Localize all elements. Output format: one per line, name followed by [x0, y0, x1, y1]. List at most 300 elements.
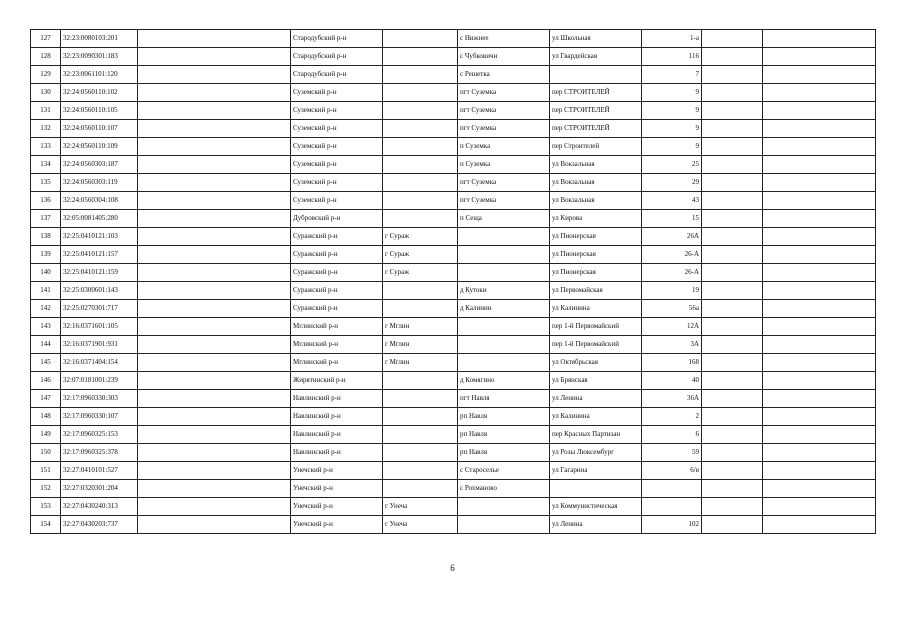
row-number-cell: 140	[31, 264, 61, 282]
blank-cell	[138, 516, 291, 534]
row-number-cell: 127	[31, 30, 61, 48]
row-number-cell: 148	[31, 408, 61, 426]
row-number-cell: 143	[31, 318, 61, 336]
settlement-cell	[458, 498, 550, 516]
house-number-cell: 6/в	[642, 462, 702, 480]
street-cell: ул Октябрьская	[550, 354, 642, 372]
house-number-cell: 102	[642, 516, 702, 534]
row-number-cell: 153	[31, 498, 61, 516]
cadastral-number-cell: 32:27:0410101:527	[61, 462, 138, 480]
extra-a-cell	[702, 48, 763, 66]
extra-a-cell	[702, 318, 763, 336]
extra-a-cell	[702, 174, 763, 192]
district-cell: Стародубский р-н	[291, 66, 383, 84]
district-cell: Дубровский р-н	[291, 210, 383, 228]
city-cell	[383, 480, 458, 498]
table-row	[31, 120, 876, 138]
extra-b-cell	[763, 390, 876, 408]
extra-b-cell	[763, 66, 876, 84]
table-body	[31, 30, 876, 534]
extra-b-cell	[763, 192, 876, 210]
extra-b-cell	[763, 174, 876, 192]
street-cell: пер СТРОИТЕЛЕЙ	[550, 120, 642, 138]
table-row	[31, 66, 876, 84]
blank-cell	[138, 372, 291, 390]
extra-b-cell	[763, 336, 876, 354]
blank-cell	[138, 246, 291, 264]
extra-a-cell	[702, 264, 763, 282]
settlement-cell: пгт Суземка	[458, 84, 550, 102]
settlement-cell: д Калинин	[458, 300, 550, 318]
extra-a-cell	[702, 390, 763, 408]
row-number-cell: 150	[31, 444, 61, 462]
blank-cell	[138, 66, 291, 84]
extra-a-cell	[702, 300, 763, 318]
district-cell: Мглинский р-н	[291, 354, 383, 372]
extra-a-cell	[702, 462, 763, 480]
district-cell: Жирятинский р-н	[291, 372, 383, 390]
extra-a-cell	[702, 336, 763, 354]
cadastral-number-cell: 32:24:0560110:105	[61, 102, 138, 120]
city-cell	[383, 156, 458, 174]
city-cell	[383, 138, 458, 156]
extra-a-cell	[702, 84, 763, 102]
extra-b-cell	[763, 318, 876, 336]
settlement-cell: пгт Суземка	[458, 102, 550, 120]
cadastral-number-cell: 32:25:0270301:717	[61, 300, 138, 318]
city-cell: г Мглин	[383, 336, 458, 354]
table-row	[31, 228, 876, 246]
cadastral-number-cell: 32:25:0410121:159	[61, 264, 138, 282]
house-number-cell: 7	[642, 66, 702, 84]
row-number-cell: 149	[31, 426, 61, 444]
table-row	[31, 300, 876, 318]
settlement-cell	[458, 246, 550, 264]
street-cell: пер СТРОИТЕЛЕЙ	[550, 102, 642, 120]
extra-b-cell	[763, 120, 876, 138]
extra-b-cell	[763, 354, 876, 372]
extra-a-cell	[702, 192, 763, 210]
table-row	[31, 318, 876, 336]
row-number-cell: 139	[31, 246, 61, 264]
blank-cell	[138, 390, 291, 408]
cadastral-number-cell: 32:24:0560110:107	[61, 120, 138, 138]
city-cell	[383, 426, 458, 444]
extra-b-cell	[763, 102, 876, 120]
settlement-cell	[458, 228, 550, 246]
row-number-cell: 138	[31, 228, 61, 246]
house-number-cell	[642, 480, 702, 498]
district-cell: Унечский р-н	[291, 462, 383, 480]
city-cell	[383, 48, 458, 66]
house-number-cell: 9	[642, 102, 702, 120]
district-cell: Суземский р-н	[291, 138, 383, 156]
city-cell: г Сураж	[383, 246, 458, 264]
city-cell	[383, 84, 458, 102]
district-cell: Суражский р-н	[291, 246, 383, 264]
settlement-cell	[458, 354, 550, 372]
blank-cell	[138, 462, 291, 480]
house-number-cell: 9	[642, 120, 702, 138]
table-row	[31, 462, 876, 480]
blank-cell	[138, 138, 291, 156]
house-number-cell: 12А	[642, 318, 702, 336]
table-row	[31, 480, 876, 498]
street-cell: пер 1-й Первомайский	[550, 318, 642, 336]
row-number-cell: 151	[31, 462, 61, 480]
street-cell: пер Красных Партизан	[550, 426, 642, 444]
table-row	[31, 246, 876, 264]
district-cell: Мглинский р-н	[291, 336, 383, 354]
extra-a-cell	[702, 516, 763, 534]
table-row	[31, 444, 876, 462]
extra-b-cell	[763, 462, 876, 480]
settlement-cell: п Суземка	[458, 138, 550, 156]
settlement-cell: с Решетка	[458, 66, 550, 84]
extra-a-cell	[702, 210, 763, 228]
house-number-cell: 9	[642, 84, 702, 102]
cadastral-number-cell: 32:27:0430240:313	[61, 498, 138, 516]
district-cell: Навлинский р-н	[291, 444, 383, 462]
street-cell: пер Строителей	[550, 138, 642, 156]
house-number-cell: 36А	[642, 390, 702, 408]
blank-cell	[138, 228, 291, 246]
district-cell: Суземский р-н	[291, 156, 383, 174]
house-number-cell: 26-А	[642, 246, 702, 264]
cadastral-number-cell: 32:17:0960330:107	[61, 408, 138, 426]
city-cell	[383, 300, 458, 318]
table-row	[31, 156, 876, 174]
blank-cell	[138, 300, 291, 318]
cadastral-number-cell: 32:24:0560303:119	[61, 174, 138, 192]
settlement-cell: с Старосельe	[458, 462, 550, 480]
street-cell: ул Розы Люксембург	[550, 444, 642, 462]
cadastral-number-cell: 32:24:0560110:102	[61, 84, 138, 102]
cadastral-number-cell: 32:24:0560304:108	[61, 192, 138, 210]
city-cell: г Мглин	[383, 318, 458, 336]
row-number-cell: 146	[31, 372, 61, 390]
cadastral-number-cell: 32:16:0371901:931	[61, 336, 138, 354]
table-row	[31, 516, 876, 534]
blank-cell	[138, 120, 291, 138]
settlement-cell: пгт Суземка	[458, 174, 550, 192]
blank-cell	[138, 408, 291, 426]
extra-a-cell	[702, 282, 763, 300]
street-cell: ул Пионерская	[550, 264, 642, 282]
row-number-cell: 130	[31, 84, 61, 102]
extra-a-cell	[702, 426, 763, 444]
extra-b-cell	[763, 300, 876, 318]
house-number-cell: 40	[642, 372, 702, 390]
table-row	[31, 192, 876, 210]
table-row	[31, 498, 876, 516]
street-cell	[550, 480, 642, 498]
street-cell: ул Калинина	[550, 300, 642, 318]
house-number-cell: 56а	[642, 300, 702, 318]
house-number-cell: 43	[642, 192, 702, 210]
settlement-cell: рп Навля	[458, 444, 550, 462]
extra-b-cell	[763, 138, 876, 156]
street-cell: ул Гвардейская	[550, 48, 642, 66]
settlement-cell: с Рохманово	[458, 480, 550, 498]
row-number-cell: 133	[31, 138, 61, 156]
row-number-cell: 145	[31, 354, 61, 372]
city-cell	[383, 408, 458, 426]
street-cell: ул Гагарина	[550, 462, 642, 480]
blank-cell	[138, 102, 291, 120]
city-cell	[383, 30, 458, 48]
district-cell: Навлинский р-н	[291, 408, 383, 426]
house-number-cell: 6	[642, 426, 702, 444]
row-number-cell: 137	[31, 210, 61, 228]
blank-cell	[138, 336, 291, 354]
extra-b-cell	[763, 228, 876, 246]
row-number-cell: 131	[31, 102, 61, 120]
house-number-cell: 15	[642, 210, 702, 228]
street-cell: ул Школьная	[550, 30, 642, 48]
cadastral-number-cell: 32:23:0090301:183	[61, 48, 138, 66]
district-cell: Суземский р-н	[291, 102, 383, 120]
cadastral-number-cell: 32:24:0560110:109	[61, 138, 138, 156]
table-row	[31, 102, 876, 120]
cadastral-number-cell: 32:23:0080103:201	[61, 30, 138, 48]
blank-cell	[138, 48, 291, 66]
settlement-cell: рп Навля	[458, 408, 550, 426]
extra-a-cell	[702, 120, 763, 138]
extra-a-cell	[702, 228, 763, 246]
settlement-cell	[458, 516, 550, 534]
extra-b-cell	[763, 372, 876, 390]
district-cell: Унечский р-н	[291, 516, 383, 534]
blank-cell	[138, 264, 291, 282]
house-number-cell: 25	[642, 156, 702, 174]
table-row	[31, 48, 876, 66]
table-row	[31, 174, 876, 192]
extra-b-cell	[763, 516, 876, 534]
street-cell: ул Вокзальная	[550, 174, 642, 192]
district-cell: Стародубский р-н	[291, 48, 383, 66]
row-number-cell: 129	[31, 66, 61, 84]
settlement-cell: пгт Суземка	[458, 192, 550, 210]
city-cell	[383, 66, 458, 84]
house-number-cell: 29	[642, 174, 702, 192]
house-number-cell: 1-а	[642, 30, 702, 48]
street-cell: ул Ленина	[550, 516, 642, 534]
street-cell: ул Кирова	[550, 210, 642, 228]
extra-a-cell	[702, 246, 763, 264]
city-cell	[383, 102, 458, 120]
extra-a-cell	[702, 444, 763, 462]
settlement-cell	[458, 264, 550, 282]
district-cell: Суражский р-н	[291, 264, 383, 282]
row-number-cell: 147	[31, 390, 61, 408]
city-cell	[383, 282, 458, 300]
page-number: 6	[450, 563, 455, 573]
district-cell: Суражский р-н	[291, 228, 383, 246]
house-number-cell	[642, 498, 702, 516]
street-cell: пер 1-й Первомайский	[550, 336, 642, 354]
extra-b-cell	[763, 30, 876, 48]
blank-cell	[138, 282, 291, 300]
street-cell: ул Первомайская	[550, 282, 642, 300]
blank-cell	[138, 192, 291, 210]
cadastral-number-cell: 32:16:0371601:105	[61, 318, 138, 336]
cadastral-number-cell: 32:17:0960325:153	[61, 426, 138, 444]
house-number-cell: 168	[642, 354, 702, 372]
settlement-cell: п Сеща	[458, 210, 550, 228]
city-cell	[383, 192, 458, 210]
house-number-cell: 26-А	[642, 264, 702, 282]
city-cell	[383, 462, 458, 480]
cadastral-number-cell: 32:25:0410121:157	[61, 246, 138, 264]
table-row	[31, 210, 876, 228]
street-cell: ул Пионерская	[550, 246, 642, 264]
table-row	[31, 282, 876, 300]
house-number-cell: 59	[642, 444, 702, 462]
table-row	[31, 30, 876, 48]
city-cell	[383, 120, 458, 138]
table-row	[31, 138, 876, 156]
street-cell: ул Калинина	[550, 408, 642, 426]
settlement-cell	[458, 336, 550, 354]
blank-cell	[138, 426, 291, 444]
settlement-cell: рп Навля	[458, 426, 550, 444]
district-cell: Навлинский р-н	[291, 426, 383, 444]
extra-a-cell	[702, 30, 763, 48]
cadastral-number-cell: 32:25:0410121:103	[61, 228, 138, 246]
row-number-cell: 141	[31, 282, 61, 300]
settlement-cell: с Чубковичи	[458, 48, 550, 66]
district-cell: Суражский р-н	[291, 282, 383, 300]
extra-a-cell	[702, 354, 763, 372]
street-cell	[550, 66, 642, 84]
blank-cell	[138, 318, 291, 336]
blank-cell	[138, 498, 291, 516]
house-number-cell: 116	[642, 48, 702, 66]
street-cell: ул Вокзальная	[550, 192, 642, 210]
extra-b-cell	[763, 246, 876, 264]
district-cell: Мглинский р-н	[291, 318, 383, 336]
house-number-cell: 2	[642, 408, 702, 426]
row-number-cell: 144	[31, 336, 61, 354]
table-row	[31, 84, 876, 102]
table-row	[31, 372, 876, 390]
row-number-cell: 136	[31, 192, 61, 210]
cadastral-number-cell: 32:17:0960325:378	[61, 444, 138, 462]
blank-cell	[138, 174, 291, 192]
row-number-cell: 152	[31, 480, 61, 498]
blank-cell	[138, 30, 291, 48]
city-cell: г Сураж	[383, 264, 458, 282]
city-cell: г Сураж	[383, 228, 458, 246]
extra-b-cell	[763, 264, 876, 282]
street-cell: ул Ленина	[550, 390, 642, 408]
city-cell: г Унеча	[383, 516, 458, 534]
extra-a-cell	[702, 102, 763, 120]
blank-cell	[138, 210, 291, 228]
settlement-cell: д Кутоки	[458, 282, 550, 300]
street-cell: ул Пионерская	[550, 228, 642, 246]
blank-cell	[138, 444, 291, 462]
settlement-cell: пгт Навля	[458, 390, 550, 408]
extra-a-cell	[702, 408, 763, 426]
house-number-cell: 9	[642, 138, 702, 156]
extra-b-cell	[763, 444, 876, 462]
district-cell: Суземский р-н	[291, 84, 383, 102]
cadastral-number-cell: 32:27:0320301:204	[61, 480, 138, 498]
row-number-cell: 154	[31, 516, 61, 534]
city-cell	[383, 210, 458, 228]
cadastral-number-cell: 32:23:0061101:120	[61, 66, 138, 84]
settlement-cell	[458, 318, 550, 336]
cadastral-number-cell: 32:27:0430203:737	[61, 516, 138, 534]
extra-a-cell	[702, 498, 763, 516]
table-row	[31, 336, 876, 354]
city-cell	[383, 390, 458, 408]
blank-cell	[138, 354, 291, 372]
district-cell: Суражский р-н	[291, 300, 383, 318]
extra-a-cell	[702, 138, 763, 156]
table-row	[31, 390, 876, 408]
district-cell: Суземский р-н	[291, 174, 383, 192]
cadastral-number-cell: 32:17:0960330:303	[61, 390, 138, 408]
blank-cell	[138, 84, 291, 102]
registry-table	[30, 29, 876, 534]
row-number-cell: 128	[31, 48, 61, 66]
blank-cell	[138, 480, 291, 498]
cadastral-number-cell: 32:05:0081405:280	[61, 210, 138, 228]
settlement-cell: пгт Суземка	[458, 120, 550, 138]
extra-b-cell	[763, 426, 876, 444]
street-cell: пер СТРОИТЕЛЕЙ	[550, 84, 642, 102]
settlement-cell: п Суземка	[458, 156, 550, 174]
street-cell: ул Брянская	[550, 372, 642, 390]
table-row	[31, 264, 876, 282]
district-cell: Стародубский р-н	[291, 30, 383, 48]
cadastral-number-cell: 32:07:0181001:239	[61, 372, 138, 390]
district-cell: Навлинский р-н	[291, 390, 383, 408]
house-number-cell: 26А	[642, 228, 702, 246]
row-number-cell: 142	[31, 300, 61, 318]
city-cell: г Унеча	[383, 498, 458, 516]
row-number-cell: 135	[31, 174, 61, 192]
extra-b-cell	[763, 498, 876, 516]
city-cell	[383, 372, 458, 390]
city-cell	[383, 444, 458, 462]
house-number-cell: 19	[642, 282, 702, 300]
house-number-cell: 3А	[642, 336, 702, 354]
extra-a-cell	[702, 66, 763, 84]
settlement-cell: д Комягино	[458, 372, 550, 390]
blank-cell	[138, 156, 291, 174]
city-cell	[383, 174, 458, 192]
district-cell: Унечский р-н	[291, 480, 383, 498]
cadastral-number-cell: 32:25:0300601:143	[61, 282, 138, 300]
row-number-cell: 134	[31, 156, 61, 174]
table-row	[31, 354, 876, 372]
extra-b-cell	[763, 84, 876, 102]
extra-b-cell	[763, 480, 876, 498]
cadastral-number-cell: 32:16:0371404:154	[61, 354, 138, 372]
extra-b-cell	[763, 210, 876, 228]
district-cell: Суземский р-н	[291, 192, 383, 210]
street-cell: ул Вокзальная	[550, 156, 642, 174]
table-row	[31, 408, 876, 426]
extra-b-cell	[763, 48, 876, 66]
district-cell: Унечский р-н	[291, 498, 383, 516]
extra-b-cell	[763, 156, 876, 174]
extra-b-cell	[763, 408, 876, 426]
